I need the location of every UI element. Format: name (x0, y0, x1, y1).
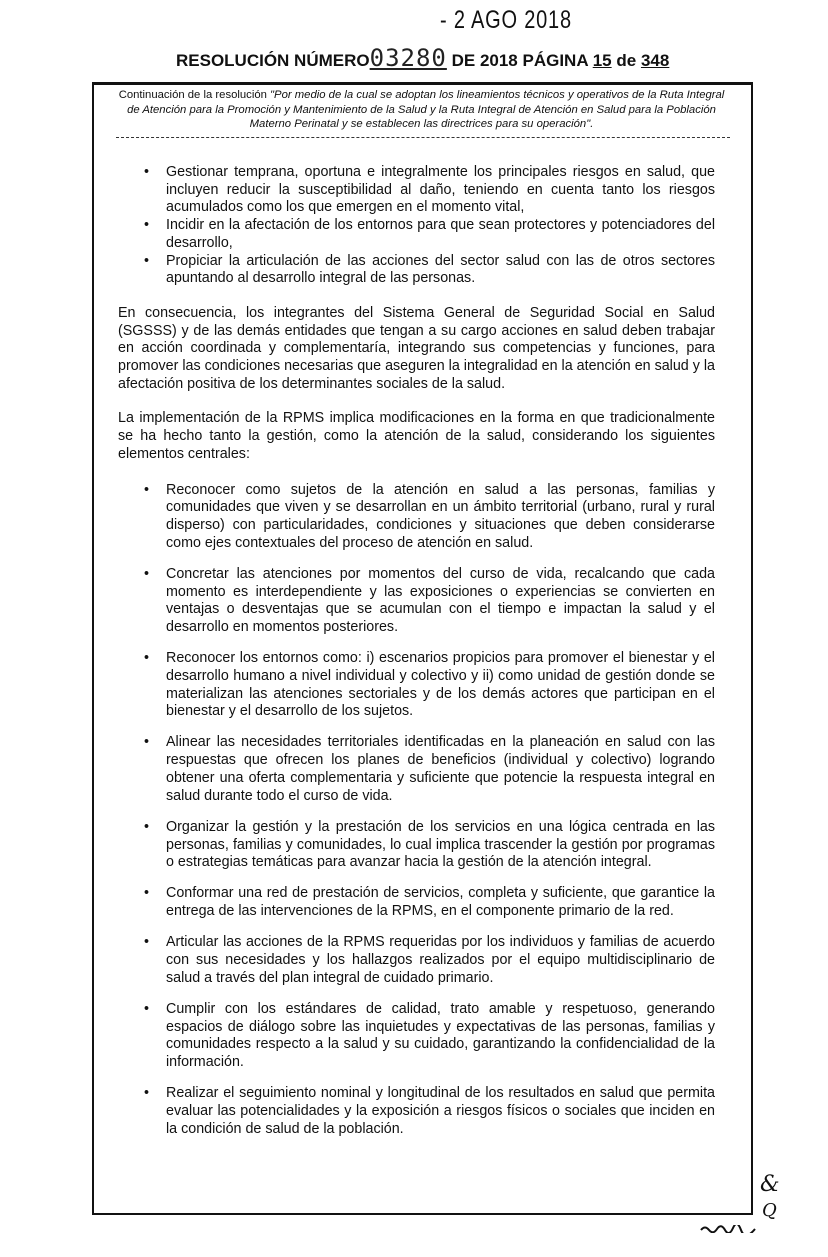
page-number: 15 (592, 51, 612, 70)
signature-scribble (700, 1225, 756, 1233)
continuation-lead: Continuación de la resolución (118, 89, 267, 101)
list-item: • Gestionar temprana, oportuna e integralmente los principales riesgos en salud, que incluyen reducir la susceptibilidad al daño, teniendo en cuenta tanto los riesgos acumulados como los que emergen en el momento vital, (118, 164, 715, 217)
bullet-list-top (118, 164, 715, 288)
list-item: • Realizar el seguimiento nominal y longitudinal de los resultados en salud que permita evaluar las potencialidades y la exposición a riesgos físicos o sociales que inciden en la condición de salud de la población. (118, 1085, 715, 1138)
resolution-number: 03280 (369, 44, 447, 72)
continuation-note (114, 88, 729, 132)
page-of: de (616, 51, 637, 70)
list-item: • Organizar la gestión y la prestación de los servicios en una lógica centrada en las personas, familias y comunidades, lo cual implica trascender la gestión por programas o estrategias temáticas para avanzar hacia la gestión de la atención integral. (118, 819, 715, 872)
list-item: • Reconocer como sujetos de la atención en salud a las personas, familias y comunidades que viven y se desarrollan en un ámbito territorial (urbano, rural y rural disperso) con particularidades, condiciones y situaciones que deben considerarse como ejes contextuales del proceso de atención en salud. (118, 482, 715, 553)
page-total: 348 (640, 51, 670, 70)
list-item: • Reconocer los entornos como: i) escenarios propicios para promover el bienestar y el desarrollo humano a nivel individual y colectivo y ii) como unidad de gestión donde se materializan las atenciones sectoriales y de los demás actores que participan en el bienestar y el desarrollo de los sujetos. (118, 650, 715, 721)
bullet-list-main (118, 482, 715, 1139)
list-item: • Concretar las atenciones por momentos del curso de vida, recalcando que cada momento es interdependiente y las exposiciones o experiencias se convierten en ventajas o desventajas que se acumulan con el tiempo e impactan la salud y el desarrollo en momentos posteriores. (118, 566, 715, 637)
resolution-header (176, 44, 669, 72)
paragraph: En consecuencia, los integrantes del Sistema General de Seguridad Social en Salud (SGSSS) y de las demás entidades que tengan a su cargo acciones en salud deben trabajar en acción coordinada y complementaría, integrando sus competencias y funciones, para promover las condiciones necesarias que aseguren la integralidad en la atención en salud y la afectación positiva de los determinantes sociales de la salud. (118, 304, 715, 392)
header-prefix: RESOLUCIÓN NÚMERO (176, 51, 370, 70)
list-item: • Propiciar la articulación de las acciones del sector salud con las de otros sectores apuntando al desarrollo integral de las personas. (118, 253, 715, 288)
list-item: • Alinear las necesidades territoriales identificadas en la planeación en salud con las respuestas que ofrecen los planes de beneficios (individual y colectivo) logrando obtener una oferta complementaria y suficiente que potencie la respuesta integral en salud durante todo el curso de vida. (118, 734, 715, 805)
dashed-divider (116, 137, 730, 138)
document-body (118, 164, 715, 1152)
handwritten-initials: & (760, 1172, 780, 1197)
continuation-title: "Por medio de la cual se adoptan los lineamientos técnicos y operativos de la Ruta Integral de Atención para la Promoción y Mantenimiento de la Salud y la Ruta Integral de Atención en Salud para la Población Materno Perinatal y se establecen las directrices para su operación". (127, 89, 725, 131)
header-year: DE 2018 PÁGINA (451, 51, 588, 70)
list-item: • Cumplir con los estándares de calidad, trato amable y respetuoso, generando espacios de diálogo sobre las inquietudes y expectativas de las personas, familias y comunidades respecto a la salud y su cuidado, garantizando la confidencialidad de la información. (118, 1001, 715, 1072)
handwritten-mark: Q (762, 1200, 777, 1221)
list-item: • Articular las acciones de la RPMS requeridas por los individuos y familias de acuerdo con sus necesidades y los hallazgos realizados por el equipo multidisciplinario de salud a través del plan integral de cuidado primario. (118, 934, 715, 987)
date-stamp: - 2 AGO 2018 (440, 6, 572, 34)
paragraph: La implementación de la RPMS implica modificaciones en la forma en que tradicionalmente se ha hecho tanto la gestión, como la atención de la salud, considerando los siguientes elementos centrales: (118, 410, 715, 462)
list-item: • Incidir en la afectación de los entornos para que sean protectores y potenciadores del desarrollo, (118, 217, 715, 252)
list-item: • Conformar una red de prestación de servicios, completa y suficiente, que garantice la entrega de las intervenciones de la RPMS, en el componente primario de la red. (118, 885, 715, 920)
